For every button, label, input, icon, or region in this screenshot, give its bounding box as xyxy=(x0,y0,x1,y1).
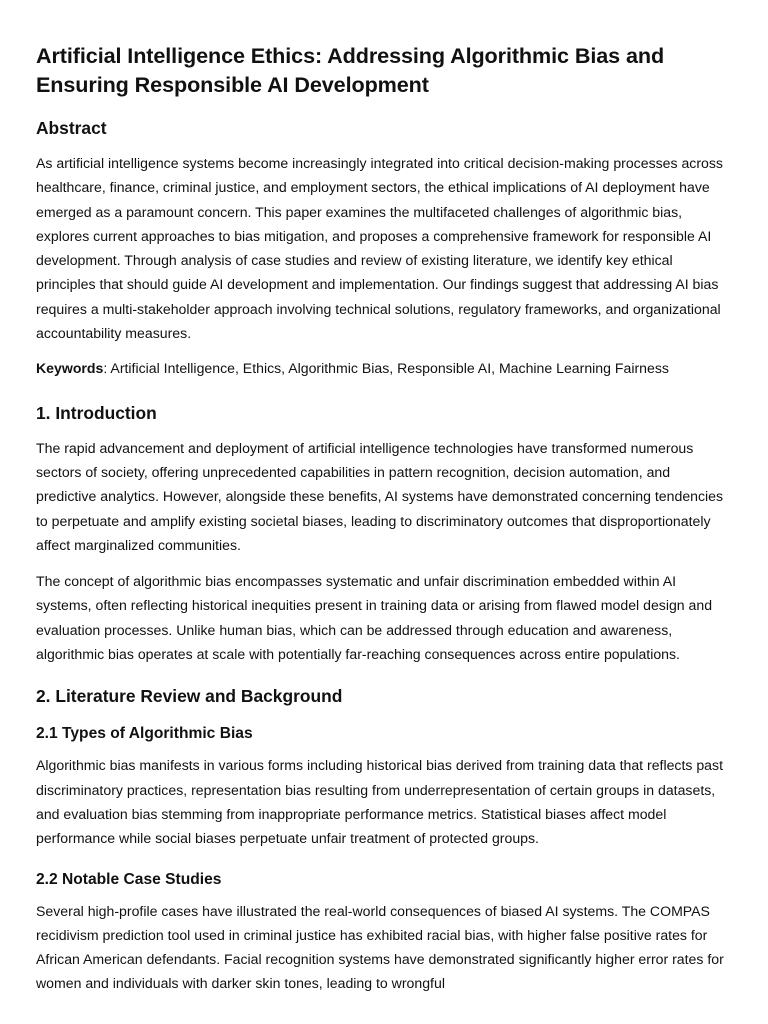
introduction-paragraph-1: The rapid advancement and deployment of artificial intelligence technologies have transformed numerous sectors of society, offering unprecedented capabilities in pattern recognition, decision automation, and predictive analytics. However, alongside these benefits, AI systems have demonstrated concerning tendencies to perpetuate and amplify existing societal biases, leading to discriminatory outcomes that disproportionately affect marginalized communities. xyxy=(36,439,724,553)
introduction-paragraph-2: The concept of algorithmic bias encompasses systematic and unfair discrimination embedded within AI systems, often reflecting historical inequities present in training data or arising from flawed model design and evaluation processes. Unlike human bias, which can be addressed through education and awareness, algorithmic bias operates at scale with potentially far-reaching consequences across entire populations. xyxy=(36,573,713,663)
keywords-line xyxy=(36,356,734,380)
bias-types-paragraph: Algorithmic bias manifests in various forms including historical bias derived from training data that reflects past discriminatory practices, representation bias resulting from underrepresentation of certain groups in datasets, and evaluation bias stemming from inappropriate performance metrics. Statistical biases affect model performance while social biases perpetuate unfair treatment of protected groups. xyxy=(36,757,723,847)
abstract-heading: Abstract xyxy=(36,118,107,138)
paper-title: Artificial Intelligence Ethics: Addressing Algorithmic Bias and Ensuring Responsible AI Development xyxy=(36,43,665,97)
literature-review-heading: 2. Literature Review and Background xyxy=(36,686,343,707)
case-studies-paragraph: Several high-profile cases have illustrated the real-world consequences of biased AI systems. The COMPAS recidivism prediction tool used in criminal justice has exhibited racial bias, with higher false positive rates for African American defendants. Facial recognition systems have demonstrated significantly higher error rates for women and individuals with darker skin tones, leading to wrongful xyxy=(36,902,724,992)
keywords-value: : Artificial Intelligence, Ethics, Algorithmic Bias, Responsible AI, Machine Learning Fairness xyxy=(103,360,669,377)
bias-types-heading: 2.1 Types of Algorithmic Bias xyxy=(36,725,253,743)
abstract-section xyxy=(36,116,734,381)
introduction-heading: 1. Introduction xyxy=(36,402,157,423)
introduction-section xyxy=(36,401,734,667)
literature-review-section xyxy=(36,684,734,995)
abstract-paragraph: As artificial intelligence systems become increasingly integrated into critical decision-making processes across healthcare, finance, criminal justice, and employment sectors, the ethical implications of AI deployment have emerged as a paramount concern. This paper examines the multifaceted challenges of algorithmic bias, explores current approaches to bias mitigation, and proposes a comprehensive framework for responsible AI development. Through analysis of case studies and review of existing literature, we identify key ethical principles that should guide AI development and implementation. Our findings suggest that addressing AI bias requires a multi-stakeholder approach involving technical solutions, regulatory frameworks, and organizational accountability measures. xyxy=(36,155,723,342)
keywords-label: Keywords xyxy=(36,360,104,377)
case-studies-heading: 2.2 Notable Case Studies xyxy=(36,870,222,888)
